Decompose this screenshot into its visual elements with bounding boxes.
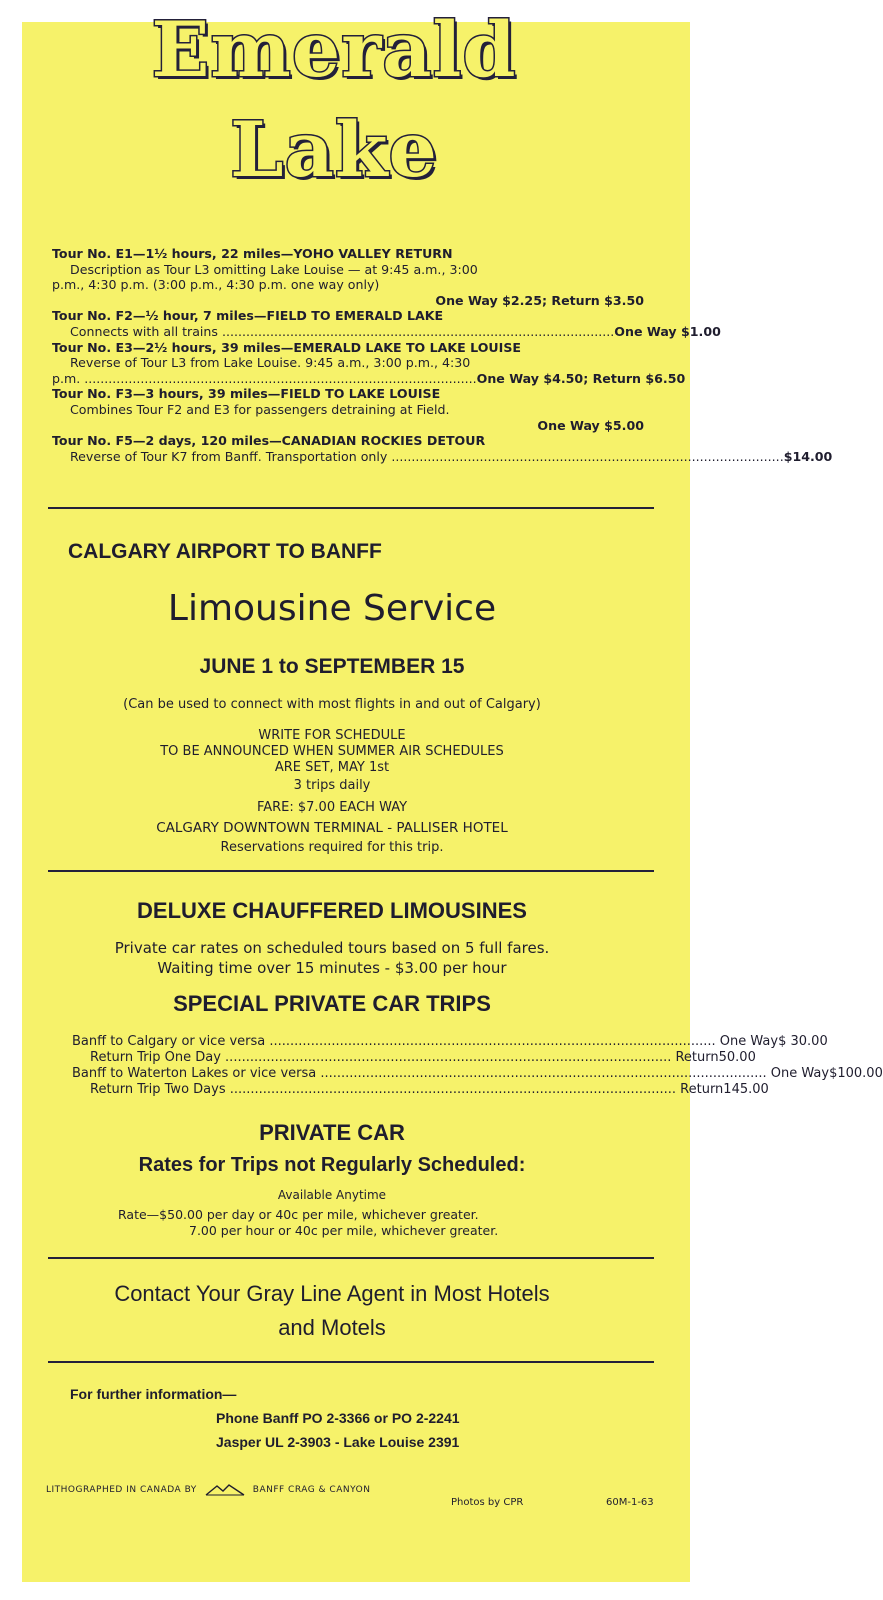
leader-dots: ............................................................................................................ [265,1034,720,1049]
deluxe-line: Waiting time over 15 minutes - $3.00 per hour [157,959,507,977]
rate-line: Rate—$50.00 per day or 40c per mile, whichever greater. [118,1207,479,1222]
tour-heading: Tour No. E1—1½ hours, 22 miles—YOHO VALLEY RETURN [52,246,453,261]
tour-f5 [52,433,833,464]
rate-row [72,1082,769,1098]
tour-price: One Way $2.25; Return $3.50 [435,292,644,308]
availability: Available Anytime [277,1188,387,1202]
tour-f2 [52,308,721,339]
printer-name: BANFF CRAG & CANYON [252,1485,371,1495]
special-trips-table [72,1034,883,1098]
phone-jasper: Jasper UL 2-3903 - Lake Louise 2391 [216,1434,460,1450]
special-trips-heading: SPECIAL PRIVATE CAR TRIPS [173,991,491,1016]
divider [48,1257,654,1259]
title-emerald: Emerald [151,5,517,94]
flight-note: (Can be used to connect with most flights in and out of Calgary) [123,697,541,712]
reservations-note: Reservations required for this trip. [220,840,444,855]
rate-amount: 50.00 [718,1050,756,1065]
tour-description: Reverse of Tour L3 from Lake Louise. 9:45 a.m., 3:00 p.m., 4:30 [70,355,471,371]
leader-dots: ............................................................................................................ [220,1050,676,1065]
tour-description: p.m. [52,370,81,386]
schedule-line: WRITE FOR SCHEDULE [258,728,406,743]
airport-heading: CALGARY AIRPORT TO BANFF [68,540,382,563]
contact-line: Contact Your Gray Line Agent in Most Hotels [114,1281,550,1306]
deluxe-heading: DELUXE CHAUFFERED LIMOUSINES [137,898,527,923]
litho-text: LITHOGRAPHED IN CANADA BY [46,1485,197,1495]
tour-heading: Tour No. E3—2½ hours, 39 miles—EMERALD LAKE TO LAKE LOUISE [52,339,522,355]
rate-amount: $100.00 [829,1066,883,1081]
rate-label: Return Trip Two Days [90,1082,226,1097]
rate-label: Banff to Waterton Lakes or vice versa [72,1066,317,1081]
rate-kind: Return [680,1082,724,1097]
further-info: For further information— [70,1386,237,1402]
tour-description-row [52,370,686,387]
tour-description-row [52,323,721,340]
phone-banff: Phone Banff PO 2-3366 or PO 2-2241 [216,1410,460,1426]
limousine-service-title: Limousine Service [167,588,497,629]
tour-description: Description as Tour L3 omitting Lake Louise — at 9:45 a.m., 3:00 [70,261,478,277]
tour-price: $14.00 [783,448,833,464]
tour-heading: Tour No. F3—3 hours, 39 miles—FIELD TO LAKE LOUISE [52,386,441,402]
private-car-subheading: Rates for Trips not Regularly Scheduled: [138,1154,526,1176]
rate-kind: One Way [770,1066,830,1081]
leader-dots: ............................................................................................................ [316,1066,771,1081]
tour-heading: Tour No. F2—½ hour, 7 miles—FIELD TO EMERALD LAKE [52,308,444,324]
rate-label: Return Trip One Day [90,1050,221,1065]
mountain-logo-icon [205,1483,245,1497]
print-code: 60M-1-63 [606,1497,654,1508]
tour-e1 [52,246,644,308]
tour-description-row [52,448,833,465]
tour-price: One Way $1.00 [614,323,721,339]
rate-amount: $ 30.00 [778,1034,828,1049]
rate-label: Banff to Calgary or vice versa [72,1034,266,1049]
terminal: CALGARY DOWNTOWN TERMINAL - PALLISER HOTEL [156,820,508,836]
rate-row [72,1066,883,1082]
deluxe-line: Private car rates on scheduled tours based on 5 full fares. [114,939,550,957]
tour-description: Connects with all trains [70,323,218,339]
tour-heading: Tour No. F5—2 days, 120 miles—CANADIAN ROCKIES DETOUR [52,433,486,449]
divider [48,870,654,872]
tour-description: p.m., 4:30 p.m. (3:00 p.m., 4:30 p.m. one way only) [52,277,380,293]
rate-row [72,1050,756,1066]
tour-description: Reverse of Tour K7 from Banff. Transportation only [70,448,388,464]
contact-line: and Motels [278,1315,386,1340]
title-lake: Lake [230,105,438,194]
rate-kind: One Way [719,1034,779,1049]
rate-amount: 145.00 [723,1082,769,1097]
rate-row [72,1034,828,1050]
tour-list [52,246,833,464]
schedule-line: ARE SET, MAY 1st [274,760,390,775]
private-car-rates [118,1207,498,1239]
rate-line: 7.00 per hour or 40c per mile, whichever greater. [189,1223,499,1238]
divider [48,1361,654,1363]
tour-description: Combines Tour F2 and E3 for passengers detraining at Field. [70,401,450,417]
lithograph-credit [46,1483,370,1497]
private-car-heading: PRIVATE CAR [259,1120,405,1145]
schedule-line: TO BE ANNOUNCED WHEN SUMMER AIR SCHEDULES [160,744,504,759]
tour-e3 [52,339,686,387]
leader-dots: .................................................................................................. [387,448,784,464]
deluxe-description [0,938,694,978]
tour-f3 [52,386,644,433]
tour-price: One Way $5.00 [537,417,644,433]
tour-price: One Way $4.50; Return $6.50 [476,370,686,386]
photo-credit: Photos by CPR [451,1497,524,1508]
leader-dots: ............................................................................................................ [225,1082,681,1097]
trips-daily: 3 trips daily [293,778,371,793]
fare: FARE: $7.00 EACH WAY [256,800,408,815]
contact-agent [0,1277,694,1345]
schedule-note [0,728,694,776]
rate-kind: Return [675,1050,719,1065]
leader-dots: .................................................................................................. [80,370,477,386]
divider [48,507,654,509]
service-dates: JUNE 1 to SEPTEMBER 15 [199,655,465,678]
leader-dots: .................................................................................................. [217,323,615,339]
